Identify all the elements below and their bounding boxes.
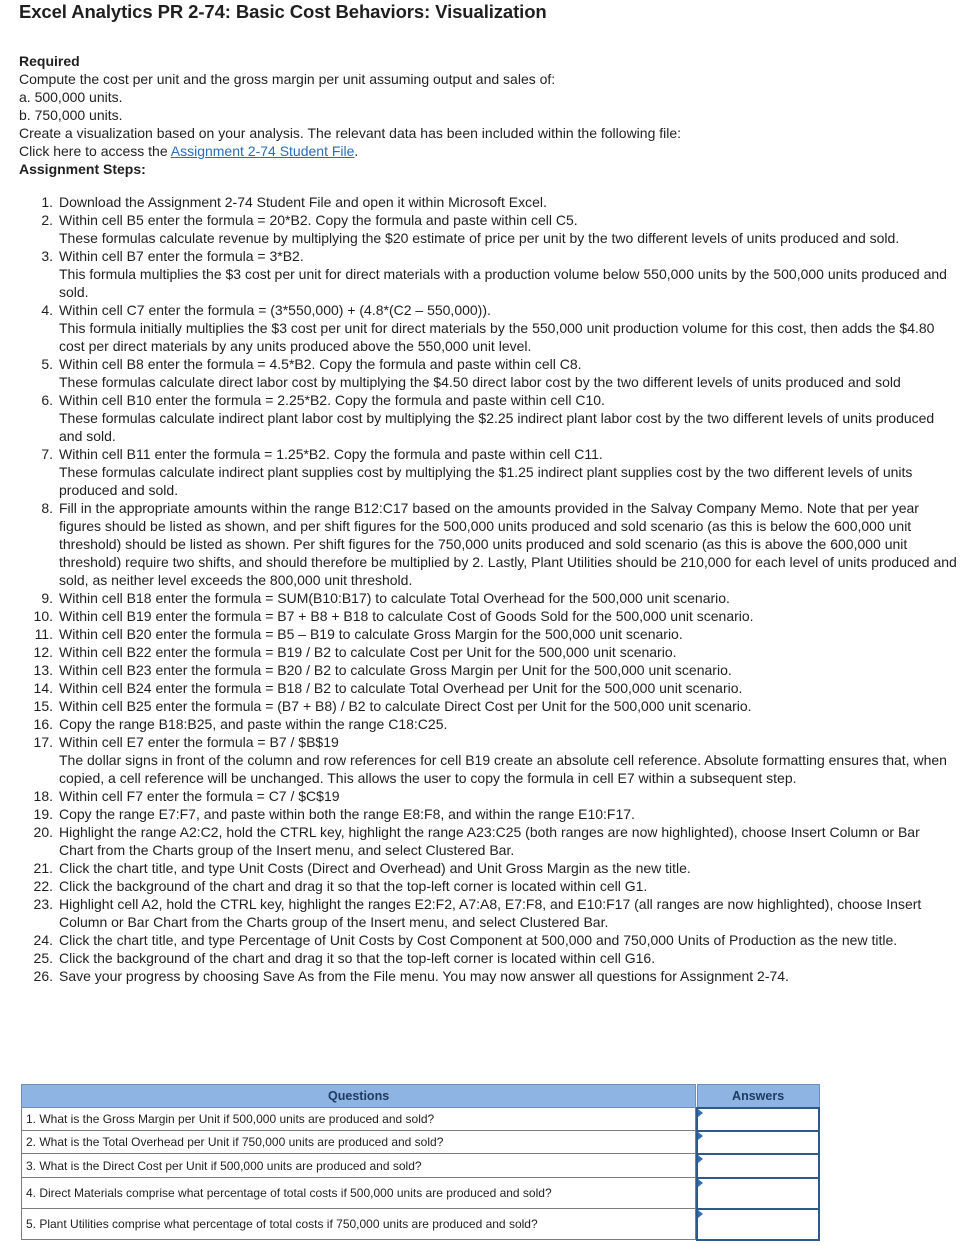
question-cell: 1. What is the Gross Margin per Unit if 500,000 units are produced and sold? <box>22 1108 696 1131</box>
step-number: 5. <box>41 356 53 372</box>
step-item <box>0 499 961 589</box>
step-text: Within cell B24 enter the formula = B18 / B2 to calculate Total Overhead per Unit for the 500,000 unit scenario. <box>59 680 743 696</box>
step-body <box>59 949 957 967</box>
step-body <box>59 211 957 247</box>
step-number: 2. <box>41 212 53 228</box>
step-item <box>0 193 961 211</box>
step-number: 21. <box>33 860 53 876</box>
questions-answers-table <box>21 1084 820 1241</box>
answer-input-cell[interactable] <box>697 1209 819 1240</box>
step-number: 19. <box>33 806 53 822</box>
intro-section <box>19 52 949 178</box>
step-text: Within cell B10 enter the formula = 2.25*B2. Copy the formula and paste within cell C10. <box>59 392 605 408</box>
step-number: 9. <box>41 590 53 606</box>
step-text: Click the chart title, and type Unit Costs (Direct and Overhead) and Unit Gross Margin as the new title. <box>59 860 691 876</box>
step-note: The dollar signs in front of the column and row references for cell B19 create an absolute cell reference. Absolute formatting ensures that, when copied, a cell reference will be unchanged. This allows the user to copy the formula in cell E7 within a subsequent step. <box>59 752 947 786</box>
qa-row <box>22 1209 820 1240</box>
step-note: This formula initially multiplies the $3 cost per unit for direct materials by the 550,000 unit production volume for this cost, then adds the $4.80 cost per direct materials by any units produced above the 550,000 unit level. <box>59 320 935 354</box>
input-arrow-icon <box>698 1210 703 1218</box>
step-number: 25. <box>33 950 53 966</box>
step-number: 13. <box>33 662 53 678</box>
step-text: Within cell B25 enter the formula = (B7 + B8) / B2 to calculate Direct Cost per Unit for the 500,000 unit scenario. <box>59 698 752 714</box>
step-body <box>59 661 957 679</box>
step-note: These formulas calculate indirect plant supplies cost by multiplying the $1.25 indirect plant supplies cost by the two different levels of units produced and sold. <box>59 464 913 498</box>
step-text: Within cell F7 enter the formula = C7 / $C$19 <box>59 788 340 804</box>
step-text: Copy the range B18:B25, and paste within the range C18:C25. <box>59 716 448 732</box>
step-item <box>0 355 961 391</box>
qa-row <box>22 1108 820 1131</box>
step-number: 6. <box>41 392 53 408</box>
qa-header-row <box>22 1085 820 1108</box>
qa-row <box>22 1178 820 1209</box>
input-arrow-icon <box>698 1132 703 1140</box>
access-prefix: Click here to access the <box>19 143 171 159</box>
step-text: Click the background of the chart and drag it so that the top-left corner is located within cell G16. <box>59 950 656 966</box>
step-item <box>0 643 961 661</box>
step-body <box>59 895 957 931</box>
qa-row <box>22 1131 820 1154</box>
step-number: 18. <box>33 788 53 804</box>
step-item <box>0 931 961 949</box>
step-text: Download the Assignment 2-74 Student File and open it within Microsoft Excel. <box>59 194 547 210</box>
step-text: Click the background of the chart and drag it so that the top-left corner is located within cell G1. <box>59 878 648 894</box>
step-note: These formulas calculate revenue by multiplying the $20 estimate of price per unit by the two different levels of units produced and sold. <box>59 230 900 246</box>
question-cell: 2. What is the Total Overhead per Unit if 750,000 units are produced and sold? <box>22 1131 696 1154</box>
required-heading: Required <box>19 53 80 69</box>
step-number: 15. <box>33 698 53 714</box>
step-number: 20. <box>33 824 53 840</box>
step-body <box>59 499 957 589</box>
step-body <box>59 607 957 625</box>
step-number: 10. <box>33 608 53 624</box>
answer-input-cell[interactable] <box>697 1131 819 1154</box>
step-number: 8. <box>41 500 53 516</box>
step-number: 1. <box>41 194 53 210</box>
step-number: 16. <box>33 716 53 732</box>
answers-header: Answers <box>697 1085 819 1108</box>
student-file-link[interactable]: Assignment 2-74 Student File <box>170 143 355 159</box>
step-item <box>0 589 961 607</box>
step-body <box>59 823 957 859</box>
step-body <box>59 355 957 391</box>
step-text: Highlight cell A2, hold the CTRL key, highlight the ranges E2:F2, A7:A8, E7:F8, and E10:F17 (all ranges are now highlighted), choose Insert Column or Bar Chart from the Charts group of the Insert menu, and select Clustered Bar. <box>59 896 922 930</box>
step-body <box>59 391 957 445</box>
step-item <box>0 877 961 895</box>
step-body <box>59 931 957 949</box>
input-arrow-icon <box>698 1179 703 1187</box>
step-item <box>0 715 961 733</box>
step-item <box>0 697 961 715</box>
page-title: Excel Analytics PR 2-74: Basic Cost Behaviors: Visualization <box>19 1 547 22</box>
step-text: Highlight the range A2:C2, hold the CTRL key, highlight the range A23:C25 (both ranges are now highlighted), choose Insert Column or Bar Chart from the Charts group of the Insert menu, and select Clustered Bar. <box>59 824 920 858</box>
step-note: These formulas calculate indirect plant labor cost by multiplying the $2.25 indirect plant labor cost by the two different levels of units produced and sold. <box>59 410 935 444</box>
visualization-line: Create a visualization based on your analysis. The relevant data has been included within the following file: <box>19 125 682 141</box>
step-text: Within cell B11 enter the formula = 1.25*B2. Copy the formula and paste within cell C11. <box>59 446 603 462</box>
question-cell: 3. What is the Direct Cost per Unit if 500,000 units are produced and sold? <box>22 1154 696 1178</box>
step-item <box>0 787 961 805</box>
step-text: Within cell B8 enter the formula = 4.5*B2. Copy the formula and paste within cell C8. <box>59 356 582 372</box>
access-suffix: . <box>354 143 359 159</box>
step-body <box>59 679 957 697</box>
step-body <box>59 715 957 733</box>
step-item <box>0 211 961 247</box>
step-text: Copy the range E7:F7, and paste within both the range E8:F8, and within the range E10:F17. <box>59 806 635 822</box>
step-text: Click the chart title, and type Percentage of Unit Costs by Cost Component at 500,000 and 750,000 Units of Production as the new title. <box>59 932 898 948</box>
step-item <box>0 733 961 787</box>
step-body <box>59 805 957 823</box>
step-body <box>59 787 957 805</box>
question-cell: 5. Plant Utilities comprise what percentage of total costs if 750,000 units are produced and sold? <box>22 1209 696 1240</box>
step-body <box>59 877 957 895</box>
step-body <box>59 625 957 643</box>
step-text: Save your progress by choosing Save As from the File menu. You may now answer all questions for Assignment 2-74. <box>59 968 789 984</box>
step-item <box>0 679 961 697</box>
step-body <box>59 247 957 301</box>
step-item <box>0 805 961 823</box>
step-text: Within cell E7 enter the formula = B7 / $B$19 <box>59 734 339 750</box>
step-item <box>0 823 961 859</box>
answer-input-cell[interactable] <box>697 1178 819 1209</box>
qa-row <box>22 1154 820 1178</box>
option-a: a. 500,000 units. <box>19 89 123 105</box>
step-text: Within cell B19 enter the formula = B7 + B8 + B18 to calculate Cost of Goods Sold for the 500,000 unit scenario. <box>59 608 754 624</box>
step-number: 3. <box>41 248 53 264</box>
step-body <box>59 193 957 211</box>
step-item <box>0 967 961 985</box>
step-body <box>59 697 957 715</box>
step-item <box>0 391 961 445</box>
step-text: Within cell B18 enter the formula = SUM(B10:B17) to calculate Total Overhead for the 500,000 unit scenario. <box>59 590 730 606</box>
step-text: Within cell B22 enter the formula = B19 / B2 to calculate Cost per Unit for the 500,000 unit scenario. <box>59 644 677 660</box>
step-body <box>59 643 957 661</box>
requirement-line: Compute the cost per unit and the gross margin per unit assuming output and sales of: <box>19 71 556 87</box>
step-note: This formula multiplies the $3 cost per unit for direct materials with a production volume below 550,000 units by the 500,000 units produced and sold. <box>59 266 947 300</box>
step-number: 11. <box>34 626 53 642</box>
step-text: Within cell B20 enter the formula = B5 – B19 to calculate Gross Margin for the 500,000 unit scenario. <box>59 626 683 642</box>
step-item <box>0 625 961 643</box>
step-number: 26. <box>33 968 53 984</box>
step-note: These formulas calculate direct labor cost by multiplying the $4.50 direct labor cost by the two different levels of units produced and sold <box>59 374 901 390</box>
step-number: 24. <box>33 932 53 948</box>
assignment-steps-list <box>0 193 961 985</box>
steps-heading: Assignment Steps: <box>19 161 146 177</box>
step-number: 17. <box>33 734 53 750</box>
answer-input-cell[interactable] <box>697 1154 819 1178</box>
step-body <box>59 301 957 355</box>
step-item <box>0 445 961 499</box>
step-body <box>59 859 957 877</box>
step-item <box>0 247 961 301</box>
answer-input-cell[interactable] <box>697 1108 819 1131</box>
step-item <box>0 607 961 625</box>
step-number: 23. <box>33 896 53 912</box>
input-arrow-icon <box>698 1155 703 1163</box>
step-number: 14. <box>33 680 53 696</box>
step-number: 4. <box>41 302 53 318</box>
step-body <box>59 445 957 499</box>
input-arrow-icon <box>698 1109 703 1117</box>
questions-header: Questions <box>22 1085 696 1108</box>
step-body <box>59 967 957 985</box>
step-text: Within cell C7 enter the formula = (3*550,000) + (4.8*(C2 – 550,000)). <box>59 302 491 318</box>
step-text: Within cell B5 enter the formula = 20*B2. Copy the formula and paste within cell C5. <box>59 212 578 228</box>
step-body <box>59 733 957 787</box>
access-line <box>19 142 949 160</box>
step-text: Within cell B23 enter the formula = B20 / B2 to calculate Gross Margin per Unit for the 500,000 unit scenario. <box>59 662 732 678</box>
step-item <box>0 949 961 967</box>
step-number: 7. <box>41 446 53 462</box>
step-text: Fill in the appropriate amounts within the range B12:C17 based on the amounts provided in the Salvay Company Memo. Note that per year figures should be listed as shown, and per shift figures for the 500,000 units produced and sold scenario (as this is below the 600,000 unit threshold) should be listed as shown. Per shift figures for the 750,000 units produced and sold scenario (as this is above the 600,000 unit threshold) require two shifts, and should therefore be multiplied by 2. Lastly, Plant Utilities should be 210,000 for each level of units produced and sold, as neither level exceeds the 800,000 unit threshold. <box>59 500 957 588</box>
step-number: 12. <box>33 644 53 660</box>
option-b: b. 750,000 units. <box>19 107 123 123</box>
step-item <box>0 895 961 931</box>
question-cell: 4. Direct Materials comprise what percentage of total costs if 500,000 units are produced and sold? <box>22 1178 696 1209</box>
step-item <box>0 859 961 877</box>
step-number: 22. <box>33 878 53 894</box>
step-item <box>0 661 961 679</box>
step-item <box>0 301 961 355</box>
step-text: Within cell B7 enter the formula = 3*B2. <box>59 248 304 264</box>
step-body <box>59 589 957 607</box>
